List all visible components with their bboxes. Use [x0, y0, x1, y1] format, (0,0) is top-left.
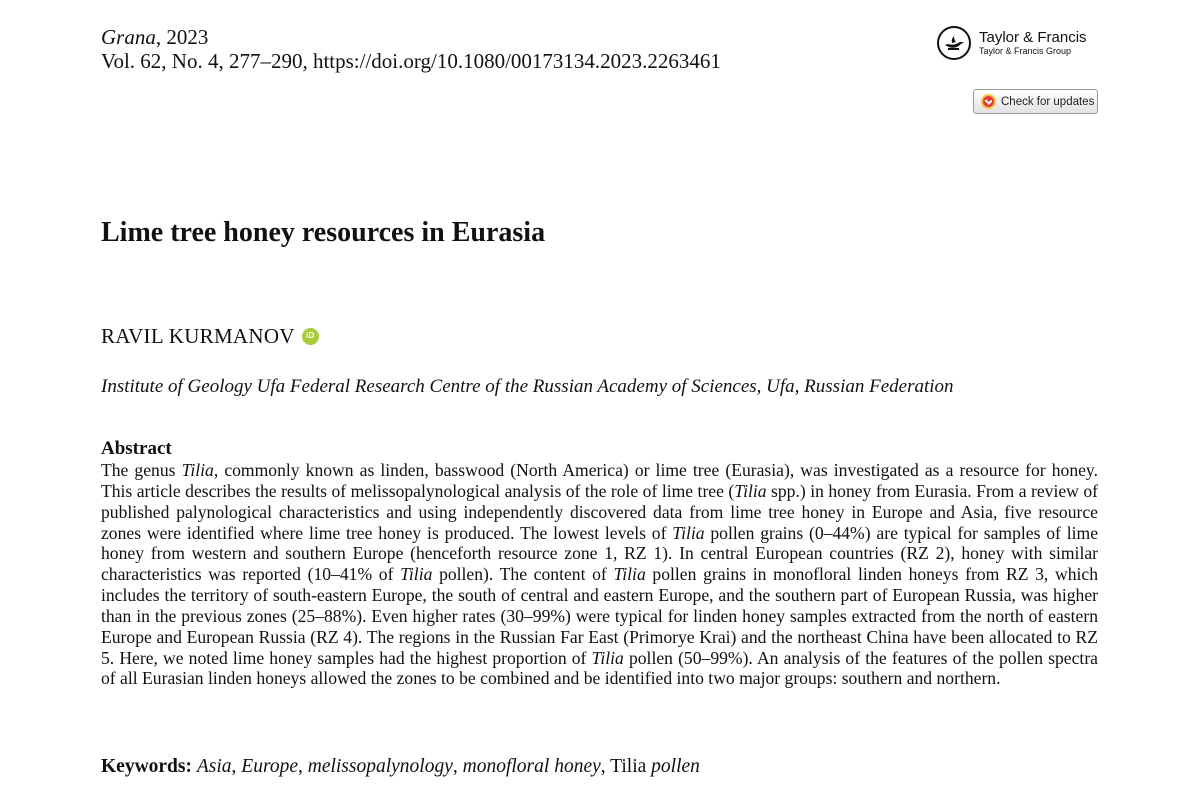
- abstract-heading: Abstract: [101, 438, 172, 459]
- keyword[interactable]: Tilia: [610, 756, 647, 777]
- journal-name-line: [101, 25, 721, 49]
- publisher-name: Taylor & Francis: [979, 29, 1087, 46]
- keyword-separator: ,: [297, 756, 308, 777]
- crossmark-icon: [981, 94, 996, 109]
- abstract-segment: pollen grains in monofloral linden honeys from RZ 3, which includes the territory of south-eastern Europe, the south of central and eastern Europe, and the southern part of European Russia, was higher than in the previous zones (25–88%). Even higher rates (30–99%) were typical for linden honey samples extracted from the north of eastern Europe and European Russia (RZ 4). The regions in the Russian Far East (Primorye Krai) and the northeast China have been allocated to RZ 5. Here, we noted lime honey samples had the highest proportion of: [101, 564, 1098, 668]
- author-affiliation: Institute of Geology Ufa Federal Research Centre of the Russian Academy of Sciences, Ufa, Russian Federation: [101, 376, 954, 397]
- check-for-updates-button[interactable]: [973, 89, 1098, 114]
- citation-line[interactable]: Vol. 62, No. 4, 277–290, https://doi.org/10.1080/00173134.2023.2263461: [101, 49, 721, 73]
- abstract-segment: pollen). The content of: [432, 564, 614, 585]
- abstract-segment: , commonly known as linden, basswood (North America) or lime tree (Eurasia), was investigated as a resource for honey. This article describes the results of melissopalynological analysis of the role of lime tree (: [101, 460, 1098, 501]
- keywords-label: Keywords:: [101, 756, 192, 777]
- abstract-text: [101, 460, 1098, 689]
- keyword[interactable]: Europe: [241, 756, 298, 777]
- keyword[interactable]: monofloral honey: [462, 756, 601, 777]
- article-title: Lime tree honey resources in Eurasia: [101, 217, 546, 248]
- abstract-taxon: Tilia: [672, 522, 705, 543]
- check-for-updates-label: Check for updates: [1001, 95, 1095, 108]
- publisher-group: Taylor & Francis Group: [979, 46, 1072, 56]
- orcid-icon[interactable]: iD: [302, 328, 319, 345]
- publisher-logo[interactable]: [937, 26, 1087, 60]
- lamp-icon: [937, 26, 971, 60]
- abstract-taxon: Tilia: [181, 460, 214, 480]
- abstract-segment: The genus: [101, 460, 182, 480]
- keywords-line: [101, 755, 700, 779]
- keyword-separator: ,: [231, 756, 242, 777]
- journal-name: Grana: [101, 25, 156, 49]
- abstract-taxon: Tilia: [613, 564, 646, 585]
- keyword[interactable]: melissopalynology: [307, 756, 453, 777]
- journal-year: , 2023: [155, 25, 209, 49]
- abstract-taxon: Tilia: [591, 647, 624, 668]
- abstract-segment: pollen (50–99%). An analysis of the features of the pollen spectra of all Eurasian linden honeys allowed the zones to be combined and be identified into two major groups: southern and northern.: [101, 647, 1098, 689]
- keyword[interactable]: pollen: [651, 756, 700, 777]
- abstract-taxon: Tilia: [400, 564, 433, 585]
- abstract-section: [101, 438, 1098, 689]
- abstract-segment: pollen grains (0–44%) are typical for samples of lime honey from western and southern Europe (henceforth resource zone 1, RZ 1). In central European countries (RZ 2), honey with similar characteristics was reported (10–41% of: [101, 522, 1099, 585]
- abstract-segment: spp.) in honey from Eurasia. From a review of published palynological characteristics and using independently discovered data from lime tree honey in Europe and Asia, five resource zones were identified where lime tree honey is produced. The lowest levels of: [101, 480, 1098, 543]
- keyword-separator: ,: [452, 756, 463, 777]
- publisher-text: [979, 29, 1087, 57]
- author-name: RAVIL KURMANOV: [101, 324, 295, 348]
- keyword-separator: ,: [600, 756, 611, 777]
- keyword[interactable]: Asia: [196, 756, 232, 777]
- abstract-taxon: Tilia: [734, 480, 767, 501]
- journal-citation: [101, 25, 721, 73]
- author-line: [101, 323, 319, 349]
